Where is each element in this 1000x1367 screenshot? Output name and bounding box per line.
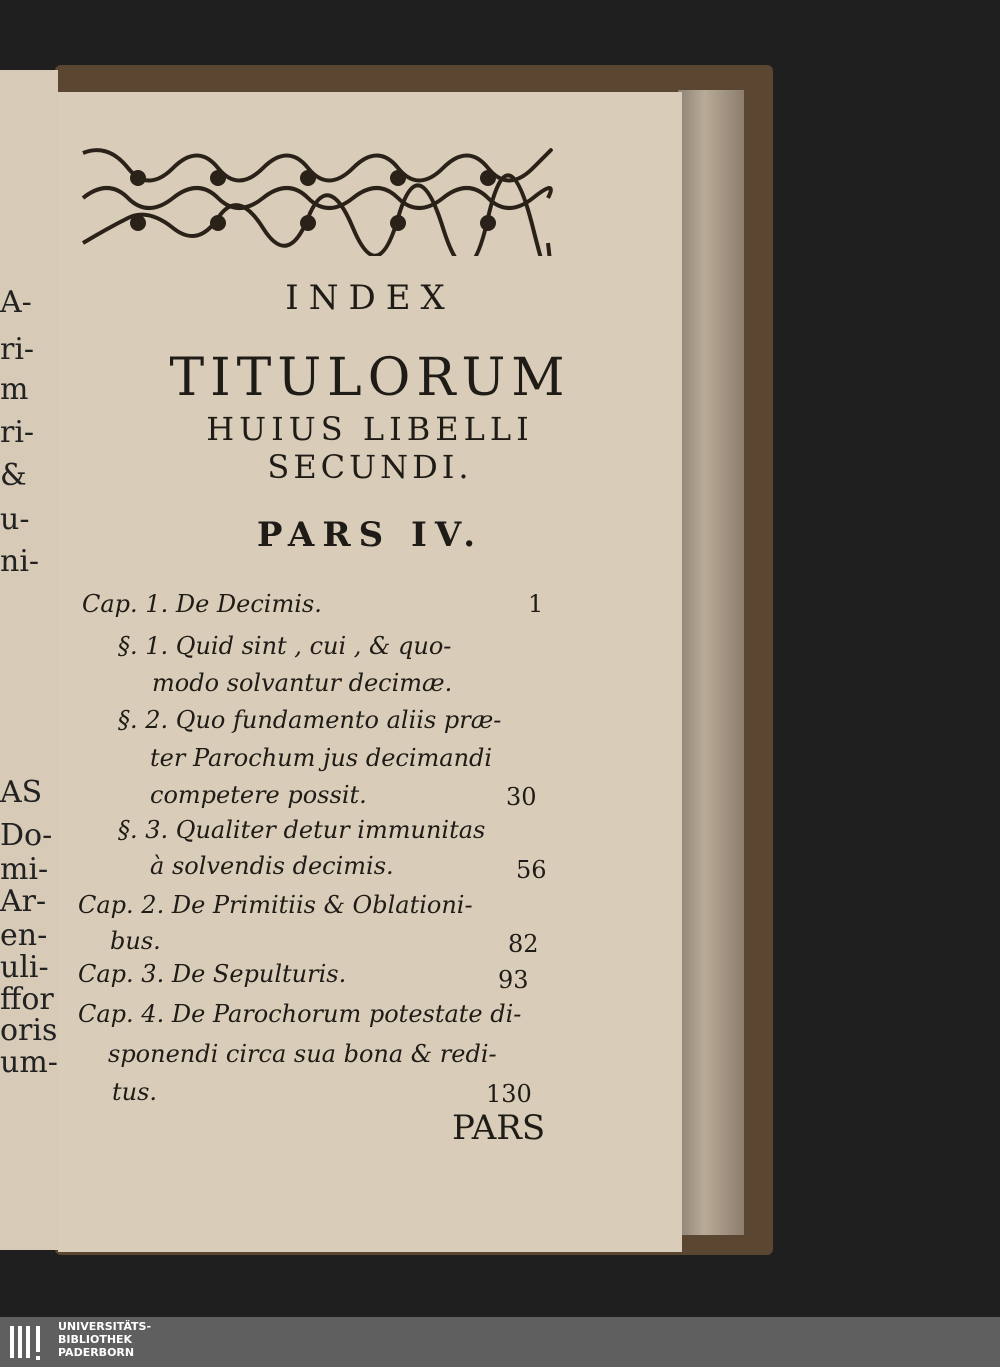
library-name-line3: PADERBORN — [58, 1346, 135, 1359]
part-heading: PARS IV. — [256, 515, 484, 555]
toc-entry: Cap. 4. De Parochorum potestate di- — [78, 1000, 522, 1028]
left-fragment: um- — [0, 1045, 58, 1080]
toc-page-number: 82 — [508, 930, 539, 958]
left-page — [0, 70, 58, 1250]
left-fragment: oris — [0, 1013, 58, 1048]
left-fragment: en- — [0, 918, 48, 953]
left-fragment: uli- — [0, 950, 49, 985]
toc-page-number: 1 — [528, 590, 544, 618]
toc-entry: §. 1. Quid sint , cui , & quo- — [118, 632, 452, 660]
library-name-line2: BIBLIOTHEK — [58, 1333, 133, 1346]
left-fragment: Do- — [0, 818, 53, 853]
title-line: TITULORUM — [169, 348, 571, 408]
toc-entry: Cap. 2. De Primitiis & Oblationi- — [78, 891, 473, 919]
left-fragment: mi- — [0, 852, 49, 887]
page-edges — [678, 90, 744, 1235]
toc-entry: modo solvantur decimæ. — [152, 669, 453, 697]
subtitle-line: HUIUS LIBELLI — [206, 410, 534, 448]
left-fragment: ri- — [0, 415, 35, 450]
toc-entry: §. 2. Quo fundamento aliis præ- — [118, 706, 502, 734]
toc-entry: tus. — [112, 1078, 158, 1106]
left-fragment: ni- — [0, 544, 40, 579]
toc-entry: Cap. 3. De Sepulturis. — [78, 960, 347, 988]
subtitle-line-2: SECUNDI. — [267, 448, 473, 486]
toc-page-number: 30 — [506, 783, 537, 811]
toc-entry: §. 3. Qualiter detur immunitas — [118, 816, 486, 844]
toc-entry: bus. — [110, 927, 161, 955]
left-fragment: AS — [0, 775, 43, 810]
toc-entry: competere possit. — [150, 781, 367, 809]
library-logo-icon — [8, 1322, 48, 1362]
toc-page-number: 93 — [498, 966, 529, 994]
library-name — [58, 1320, 151, 1359]
left-fragment: m — [0, 372, 29, 407]
left-fragment: ri- — [0, 332, 35, 367]
left-fragment: u- — [0, 502, 30, 537]
left-fragment: Ar- — [0, 884, 47, 919]
left-fragment: ffor — [0, 982, 54, 1017]
toc-page-number: 56 — [516, 856, 547, 884]
toc-entry: ter Parochum jus decimandi — [150, 744, 493, 772]
toc-entry: à solvendis decimis. — [150, 852, 394, 880]
toc-page-number: 130 — [486, 1080, 532, 1108]
toc-entry: Cap. 1. De Decimis. — [82, 590, 322, 618]
ornament-band — [78, 138, 553, 256]
left-fragment: A- — [0, 285, 32, 320]
library-name-line1: UNIVERSITÄTS- — [58, 1320, 152, 1333]
left-fragment: & — [0, 458, 27, 493]
toc-entry: sponendi circa sua bona & redi- — [108, 1040, 497, 1068]
catchword: PARS — [452, 1108, 546, 1148]
index-heading: INDEX — [285, 278, 455, 318]
